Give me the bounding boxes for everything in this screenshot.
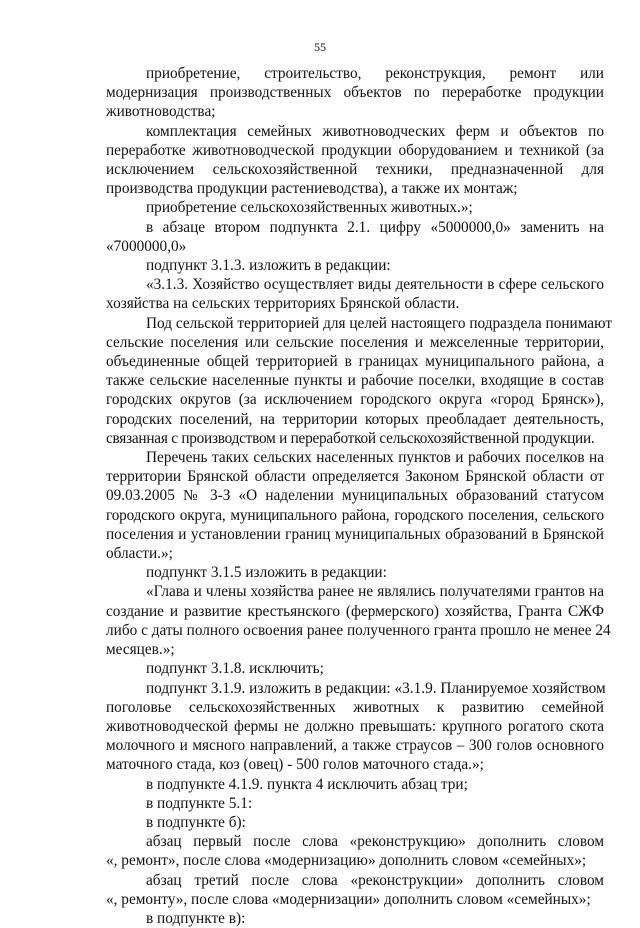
text-line: территории Брянской области определяется Законом Брянской области от (106, 468, 604, 486)
text-line: городских поселений, на территории которых преобладает деятельность, (106, 410, 604, 428)
text-line: подпункт 3.1.3. изложить в редакции: (146, 257, 391, 275)
paragraph-p11 (106, 659, 604, 678)
text-line: Перечень таких сельских населенных пунктов и рабочих поселков на (146, 449, 604, 467)
text-line: в подпункте в): (146, 909, 246, 927)
text-line: приобретение сельскохозяйственных животных.»; (146, 199, 473, 217)
text-line: поселения и установлении границ муниципальных образований в Брянской (106, 525, 604, 543)
text-line: абзац первый после слова «реконструкцию» дополнить словом (146, 833, 604, 851)
paragraph-p16 (106, 832, 604, 870)
text-line: в абзаце втором подпункта 2.1. цифру «5000000,0» заменить на (146, 218, 604, 236)
paragraph-p3 (106, 198, 604, 217)
text-line: переработке животноводческой продукции оборудованием и техникой (за (106, 141, 604, 159)
paragraph-p1 (106, 64, 604, 122)
text-line: исключением сельскохозяйственной техники, предназначенной для (106, 161, 604, 179)
page-number: 55 (314, 40, 326, 54)
paragraph-p8 (106, 448, 604, 563)
paragraph-p5 (106, 256, 604, 275)
text-line: либо с даты полного освоения ранее полученного гранта прошло не менее 24 (106, 621, 611, 639)
text-line: «, ремонт», после слова «модернизацию» дополнить словом «семейных»; (106, 852, 587, 870)
paragraph-p2 (106, 122, 604, 199)
text-line: подпункт 3.1.8. исключить; (146, 660, 324, 678)
text-line: комплектация семейных животноводческих ферм и объектов по (146, 122, 604, 140)
paragraph-p6 (106, 275, 604, 313)
text-line: «7000000,0» (106, 237, 187, 255)
text-line: «, ремонту», после слова «модернизации» дополнить словом «семейных»; (106, 890, 591, 908)
paragraph-p17 (106, 871, 604, 909)
paragraph-p4 (106, 218, 604, 256)
paragraph-p7 (106, 314, 613, 448)
text-line: модернизация производственных объектов по переработке продукции (106, 84, 604, 102)
text-line: хозяйства на сельских территориях Брянской области. (106, 295, 460, 313)
text-line: «3.1.3. Хозяйство осуществляет виды деятельности в сфере сельского (146, 276, 604, 294)
text-line: подпункт 3.1.5 изложить в редакции: (146, 564, 387, 582)
paragraph-p13 (106, 775, 604, 794)
text-line: месяцев.»; (106, 641, 175, 659)
paragraph-p18 (106, 909, 604, 928)
text-line: 09.03.2005 № 3-З «О наделении муниципальных образований статусом (106, 487, 604, 505)
paragraph-p9 (106, 563, 604, 582)
paragraph-p12 (106, 679, 604, 775)
text-line: связанная с производством и переработкой сельскохозяйственной продукции. (106, 429, 595, 447)
text-line: производства продукции растениеводства), а также их монтаж; (106, 180, 518, 198)
text-line: городского округа, муниципального района, городского поселения, сельского (106, 506, 604, 524)
text-line: в подпункте 5.1: (146, 794, 253, 812)
text-line: «Глава и члены хозяйства ранее не являлись получателями грантов на (146, 583, 604, 601)
text-line: маточного стада, коз (овец) - 500 голов маточного стада.»; (106, 756, 484, 774)
text-line: животноводческой фермы не должно превышать: крупного рогатого скота (106, 717, 604, 735)
text-line: подпункт 3.1.9. изложить в редакции: «3.1.9. Планируемое хозяйством (146, 679, 606, 697)
text-line: создание и развитие крестьянского (фермерского) хозяйства, Гранта СЖФ (106, 602, 604, 620)
text-line: сельские поселения или сельские поселения и межселенные территории, (106, 333, 604, 351)
text-line: также сельские населенные пункты и рабочие поселки, входящие в состав (106, 372, 604, 390)
paragraph-p14 (106, 794, 604, 813)
text-line: области.»; (106, 545, 173, 563)
text-line: приобретение, строительство, реконструкция, ремонт или (146, 65, 604, 82)
document-body (106, 64, 613, 928)
text-line: поголовье сельскохозяйственных животных к развитию семейной (106, 698, 604, 716)
text-line: в подпункте 4.1.9. пункта 4 исключить абзац три; (146, 775, 468, 793)
text-line: в подпункте б): (146, 813, 246, 831)
text-line: абзац третий после слова «реконструкции» дополнить словом (146, 871, 604, 889)
text-line: Под сельской территорией для целей настоящего подраздела понимают (146, 314, 613, 332)
paragraph-p10 (106, 582, 611, 659)
text-line: молочного и мясного направлений, а также страусов – 300 голов основного (106, 737, 604, 755)
text-line: городских округов (за исключением городского округа «город Брянск»), (106, 391, 604, 409)
text-line: объединенные общей территорией в границах муниципального района, а (106, 353, 604, 371)
paragraph-p15 (106, 813, 604, 832)
text-line: животноводства; (106, 103, 216, 121)
